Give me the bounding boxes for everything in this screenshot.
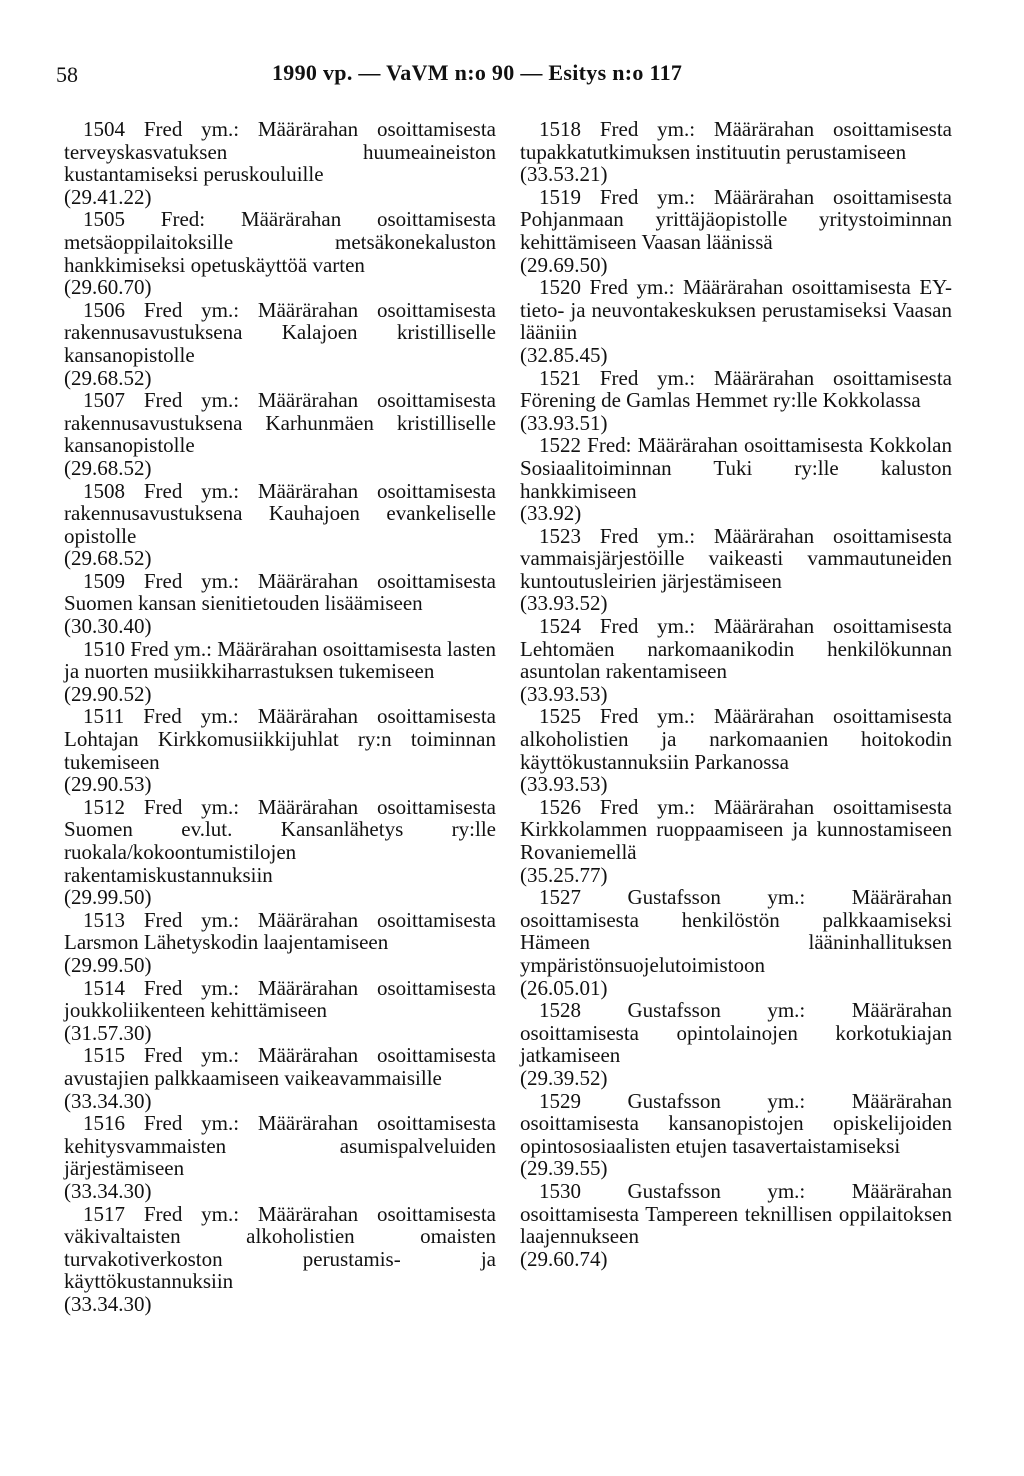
motion-entry xyxy=(520,367,952,435)
budget-item-code: (29.60.70) xyxy=(64,275,152,300)
motion-description: 1523 Fred ym.: Määrärahan osoittamisesta vammaisjärjestöille vaikeasti vammautuneiden kuntoutusleirien järjestämiseen xyxy=(520,523,952,593)
budget-item-code: (29.68.52) xyxy=(64,365,152,390)
motion-description: 1513 Fred ym.: Määrärahan osoittamisesta Larsmon Lähetyskodin laajentamiseen xyxy=(64,907,496,955)
motion-entry xyxy=(520,886,952,999)
motion-description: 1519 Fred ym.: Määrärahan osoittamisesta Pohjanmaan yrittäjäopistolle yritystoiminnan kehittämiseen Vaasan läänissä xyxy=(520,184,952,254)
motion-entry xyxy=(64,208,496,298)
motion-description: 1521 Fred ym.: Määrärahan osoittamisesta Förening de Gamlas Hemmet ry:lle Kokkolassa xyxy=(520,365,952,413)
right-column xyxy=(520,118,952,1270)
motion-entry xyxy=(520,525,952,615)
motion-entry xyxy=(520,615,952,705)
budget-item-code: (33.53.21) xyxy=(520,162,608,187)
motion-description: 1520 Fred ym.: Määrärahan osoittamisesta EY-tieto- ja neuvontakeskuksen perustamiseksi Vaasan lääniin xyxy=(520,275,952,345)
budget-item-code: (33.92) xyxy=(520,501,582,526)
motion-entry xyxy=(64,1112,496,1202)
motion-entry xyxy=(520,1090,952,1180)
motion-entry xyxy=(520,276,952,366)
motion-description: 1505 Fred: Määrärahan osoittamisesta metsäoppilaitoksille metsäkonekaluston hankkimiseksi opetuskäyttöä varten xyxy=(64,207,496,277)
motion-description: 1530 Gustafsson ym.: Määrärahan osoittamisesta Tampereen teknillisen oppilaitoksen laajennukseen xyxy=(520,1178,952,1249)
budget-item-code: (33.93.53) xyxy=(520,681,608,706)
motion-description: 1527 Gustafsson ym.: Määrärahan osoittamisesta henkilöstön palkkaamiseksi Hämeen lääninhallituksen ympäristönsuojelutoimistoon xyxy=(520,885,952,977)
motion-entry xyxy=(520,118,952,186)
motion-description: 1511 Fred ym.: Määrärahan osoittamisesta Lohtajan Kirkkomusiikkijuhlat ry:n toiminnan tukemiseen xyxy=(64,704,496,774)
motion-description: 1524 Fred ym.: Määrärahan osoittamisesta Lehtomäen narkomaanikodin henkilökunnan asuntolan rakentamiseen xyxy=(520,614,952,684)
budget-item-code: (29.60.74) xyxy=(520,1246,608,1271)
budget-item-code: (31.57.30) xyxy=(64,1020,152,1045)
motion-entry xyxy=(520,705,952,795)
motion-description: 1529 Gustafsson ym.: Määrärahan osoittamisesta kansanopistojen opiskelijoiden opintososiaalisten etujen tasavertaistamiseksi xyxy=(520,1088,952,1158)
budget-item-code: (33.93.51) xyxy=(520,410,608,435)
budget-item-code: (29.41.22) xyxy=(64,184,152,209)
motion-description: 1510 Fred ym.: Määrärahan osoittamisesta lasten ja nuorten musiikkiharrastuksen tukemiseen xyxy=(64,636,496,684)
motion-description: 1504 Fred ym.: Määrärahan osoittamisesta terveyskasvatuksen huumeaineiston kustantamiseksi peruskouluille xyxy=(64,117,496,187)
motion-entry xyxy=(64,570,496,638)
budget-item-code: (33.93.52) xyxy=(520,591,608,616)
motion-entry xyxy=(64,299,496,389)
budget-item-code: (29.90.52) xyxy=(64,681,152,706)
budget-item-code: (29.39.55) xyxy=(520,1156,608,1181)
motion-entry xyxy=(64,638,496,706)
budget-item-code: (35.25.77) xyxy=(520,862,608,887)
budget-item-code: (26.05.01) xyxy=(520,975,608,1000)
motion-description: 1508 Fred ym.: Määrärahan osoittamisesta rakennusavustuksena Kauhajoen evankeliselle opistolle xyxy=(64,478,496,548)
motion-description: 1512 Fred ym.: Määrärahan osoittamisesta Suomen ev.lut. Kansanlähetys ry:lle ruokala/kokoontumistilojen rakentamiskustannuksiin xyxy=(64,794,496,887)
budget-item-code: (29.68.52) xyxy=(64,546,152,571)
motion-entry xyxy=(520,186,952,276)
motion-description: 1522 Fred: Määrärahan osoittamisesta Kokkolan Sosiaalitoiminnan Tuki ry:lle kaluston hankkimiseen xyxy=(520,433,952,503)
left-column xyxy=(64,118,496,1315)
motion-description: 1516 Fred ym.: Määrärahan osoittamisesta kehitysvammaisten asumispalveluiden järjestämiseen xyxy=(64,1111,496,1181)
motion-entry xyxy=(520,434,952,524)
motion-entry xyxy=(520,796,952,886)
motion-entry xyxy=(64,705,496,795)
motion-description: 1507 Fred ym.: Määrärahan osoittamisesta rakennusavustuksena Karhunmäen kristilliselle kansanopistolle xyxy=(64,388,496,458)
motion-entry xyxy=(520,999,952,1089)
motion-entry xyxy=(64,977,496,1045)
motion-description: 1506 Fred ym.: Määrärahan osoittamisesta rakennusavustuksena Kalajoen kristilliselle kansanopistolle xyxy=(64,297,496,367)
budget-item-code: (30.30.40) xyxy=(64,614,152,639)
motion-entry xyxy=(64,118,496,208)
motion-entry xyxy=(520,1180,952,1270)
budget-item-code: (29.39.52) xyxy=(520,1065,608,1090)
budget-item-code: (33.34.30) xyxy=(64,1088,152,1113)
motion-entry xyxy=(64,389,496,479)
budget-item-code: (29.69.50) xyxy=(520,252,608,277)
running-head: 1990 vp. — VaVM n:o 90 — Esitys n:o 117 xyxy=(272,60,683,85)
motion-entry xyxy=(64,796,496,909)
motion-description: 1526 Fred ym.: Määrärahan osoittamisesta Kirkkolammen ruoppaamiseen ja kunnostamiseen Rovaniemellä xyxy=(520,794,952,864)
motion-entry xyxy=(64,1203,496,1316)
budget-item-code: (33.93.53) xyxy=(520,772,608,797)
motion-entry xyxy=(64,1044,496,1112)
motion-description: 1509 Fred ym.: Määrärahan osoittamisesta Suomen kansan sienitietouden lisäämiseen xyxy=(64,568,496,616)
motion-description: 1525 Fred ym.: Määrärahan osoittamisesta alkoholistien ja narkomaanien hoitokodin käyttökustannuksiin Parkanossa xyxy=(520,704,952,774)
motion-entry xyxy=(64,480,496,570)
budget-item-code: (29.68.52) xyxy=(64,455,152,480)
motion-description: 1514 Fred ym.: Määrärahan osoittamisesta joukkoliikenteen kehittämiseen xyxy=(64,975,496,1023)
motion-entry xyxy=(64,909,496,977)
motion-description: 1517 Fred ym.: Määrärahan osoittamisesta väkivaltaisten alkoholistien omaisten turvakotiverkoston perustamis- ja käyttökustannuksiin xyxy=(64,1201,496,1294)
budget-item-code: (29.90.53) xyxy=(64,772,152,797)
budget-item-code: (29.99.50) xyxy=(64,952,152,977)
budget-item-code: (32.85.45) xyxy=(520,342,608,367)
budget-item-code: (33.34.30) xyxy=(64,1291,152,1316)
budget-item-code: (29.99.50) xyxy=(64,885,152,910)
motion-description: 1518 Fred ym.: Määrärahan osoittamisesta tupakkatutkimuksen instituutin perustamiseen xyxy=(520,117,952,164)
motion-description: 1528 Gustafsson ym.: Määrärahan osoittamisesta opintolainojen korkotukiajan jatkamiseen xyxy=(520,998,952,1068)
budget-item-code: (33.34.30) xyxy=(64,1178,152,1203)
page-number: 58 xyxy=(56,62,78,87)
motion-description: 1515 Fred ym.: Määrärahan osoittamisesta avustajien palkkaamiseen vaikeavammaisille xyxy=(64,1043,496,1090)
